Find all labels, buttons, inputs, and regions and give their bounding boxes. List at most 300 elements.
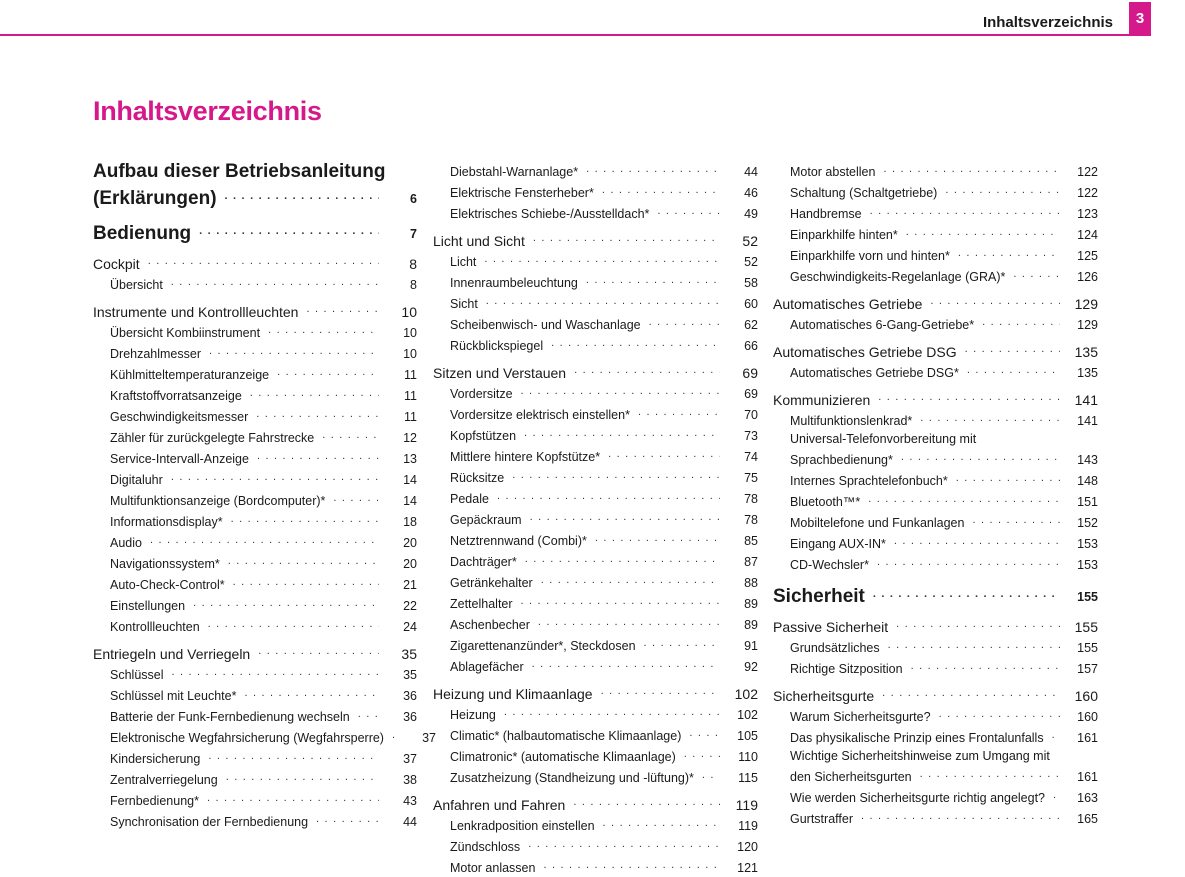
toc-entry-title: Geschwindigkeitsmesser <box>110 410 249 424</box>
toc-page-number: 43 <box>403 794 417 808</box>
toc-entry-title: Übersicht Kombiinstrument <box>110 326 261 340</box>
toc-page-number: 141 <box>1074 392 1098 408</box>
toc-entry-title: Synchronisation der Fernbedienung <box>110 815 309 829</box>
dot-leader <box>148 252 379 270</box>
dot-leader <box>586 271 720 289</box>
toc-entry-title: Sicherheit <box>773 586 865 607</box>
dot-leader <box>268 321 379 339</box>
dot-leader <box>638 403 720 421</box>
toc-entry <box>433 445 758 466</box>
toc-page-number: 129 <box>1077 318 1098 332</box>
dot-leader <box>208 615 379 633</box>
toc-entry <box>773 532 1098 553</box>
toc-page-number: 91 <box>744 639 758 653</box>
toc-entry <box>433 487 758 508</box>
toc-section <box>773 340 1098 361</box>
toc-page-number: 70 <box>744 408 758 422</box>
toc-entry-title: Innenraumbeleuchtung <box>450 276 578 290</box>
toc-entry-title: Multifunktionslenkrad* <box>790 414 913 428</box>
toc-entry <box>433 403 758 424</box>
dot-leader <box>207 789 379 807</box>
toc-page-number: 20 <box>403 557 417 571</box>
toc-page-number: 60 <box>744 297 758 311</box>
toc-page-number: 74 <box>744 450 758 464</box>
toc-entry-title: Ablagefächer <box>450 660 524 674</box>
dot-leader <box>888 636 1060 654</box>
dot-leader <box>649 313 720 331</box>
toc-entry-title: Automatisches Getriebe DSG* <box>790 366 959 380</box>
toc-page-number: 22 <box>403 599 417 613</box>
toc-entry <box>433 466 758 487</box>
toc-page-number: 52 <box>742 233 758 249</box>
toc-entry-title: Kommunizieren <box>773 392 871 408</box>
header-rule <box>0 34 1151 36</box>
dot-leader <box>171 273 379 291</box>
toc-entry <box>433 724 758 745</box>
toc-entry-title: Kopfstützen <box>450 429 517 443</box>
toc-entry-title: Navigationssystem* <box>110 557 220 571</box>
toc-page-number: 122 <box>1077 165 1098 179</box>
dot-leader <box>972 511 1060 529</box>
toc-page-number: 35 <box>401 646 417 662</box>
dot-leader <box>574 361 720 379</box>
toc-page-number: 92 <box>744 660 758 674</box>
toc-chapter <box>93 160 417 184</box>
toc-page-number: 122 <box>1077 186 1098 200</box>
toc-entry-title: Passive Sicherheit <box>773 619 889 635</box>
toc-entry-title: den Sicherheitsgurten <box>790 770 912 784</box>
toc-entry <box>773 469 1098 490</box>
dot-leader <box>877 553 1060 571</box>
toc-page-number: 141 <box>1077 414 1098 428</box>
toc-entry-title: Zentralverriegelung <box>110 773 218 787</box>
dot-leader <box>595 529 720 547</box>
toc-entry-title: Sitzen und Verstauen <box>433 365 567 381</box>
dot-leader <box>911 657 1060 675</box>
toc-entry <box>773 244 1098 265</box>
toc-page-number: 58 <box>744 276 758 290</box>
dot-leader <box>602 181 720 199</box>
dot-leader <box>878 388 1060 406</box>
toc-page-number: 73 <box>744 429 758 443</box>
toc-entry <box>773 313 1098 334</box>
toc-entry-title: Audio <box>110 536 142 550</box>
toc-entry-title: Sicht <box>450 297 478 311</box>
toc-entry <box>93 810 417 831</box>
toc-entry-title: Motor abstellen <box>790 165 876 179</box>
toc-entry-title: Automatisches 6-Gang-Getriebe* <box>790 318 975 332</box>
toc-page-number: 35 <box>403 668 417 682</box>
toc-entry <box>433 529 758 550</box>
toc-entry <box>773 160 1098 181</box>
toc-entry-title: Sicherheitsgurte <box>773 688 875 704</box>
toc-entry-title: Zettelhalter <box>450 597 513 611</box>
toc-entry <box>773 409 1098 430</box>
toc-page-number: 13 <box>403 452 417 466</box>
toc-entry <box>433 592 758 613</box>
toc-entry-title: Bluetooth™* <box>790 495 861 509</box>
toc-page-number: 152 <box>1077 516 1098 530</box>
toc-entry-title: Gepäckraum <box>450 513 522 527</box>
toc-page-number: 161 <box>1077 770 1098 784</box>
toc-entry <box>433 334 758 355</box>
toc-page-number: 160 <box>1074 688 1098 704</box>
toc-entry-title: Kühlmitteltemperaturanzeige <box>110 368 270 382</box>
toc-page-number: 135 <box>1077 366 1098 380</box>
toc-entry <box>93 552 417 573</box>
toc-entry-title: Das physikalische Prinzip eines Frontalunfalls <box>790 731 1044 745</box>
toc-page-number: 14 <box>403 494 417 508</box>
toc-page-number: 11 <box>404 410 417 424</box>
toc-entry <box>433 613 758 634</box>
toc-entry-title: Digitaluhr <box>110 473 163 487</box>
toc-entry-title: Kraftstoffvorratsanzeige <box>110 389 242 403</box>
toc-page-number: 78 <box>744 492 758 506</box>
toc-page-number: 119 <box>738 819 758 833</box>
dot-leader <box>930 292 1060 310</box>
dot-leader <box>956 469 1060 487</box>
toc-entry <box>93 663 417 684</box>
toc-section <box>93 642 417 663</box>
toc-page-number: 120 <box>737 840 758 854</box>
toc-section <box>773 684 1098 705</box>
toc-page-number: 89 <box>744 597 758 611</box>
dot-leader <box>965 340 1060 358</box>
dot-leader <box>543 856 720 874</box>
toc-page-number: 12 <box>403 431 417 445</box>
toc-entry <box>773 511 1098 532</box>
toc-section <box>773 292 1098 313</box>
toc-entry-title: Einparkhilfe hinten* <box>790 228 898 242</box>
toc-page-number: 102 <box>737 708 758 722</box>
dot-leader <box>896 615 1060 633</box>
dot-leader <box>541 571 720 589</box>
toc-entry-title: Informationsdisplay* <box>110 515 223 529</box>
dot-leader <box>532 655 720 673</box>
toc-section <box>773 388 1098 409</box>
dot-leader <box>250 384 379 402</box>
toc-page-number: 36 <box>403 710 417 724</box>
toc-page-number: 46 <box>744 186 758 200</box>
toc-entry <box>433 814 758 835</box>
dot-leader <box>316 810 379 828</box>
toc-entry-title: Schlüssel mit Leuchte* <box>110 689 237 703</box>
toc-entry-title: Heizung <box>450 708 496 722</box>
toc-entry <box>433 424 758 445</box>
toc-entry <box>773 726 1098 747</box>
toc-entry <box>773 430 1098 448</box>
dot-leader <box>504 703 720 721</box>
toc-page-number: 37 <box>403 752 417 766</box>
dot-leader <box>873 582 1060 606</box>
dot-leader <box>882 684 1060 702</box>
dot-leader <box>1013 265 1060 283</box>
toc-entry <box>93 726 436 747</box>
toc-entry-title: Anfahren und Fahren <box>433 797 566 813</box>
toc-section <box>93 252 417 273</box>
toc-entry-title: Schlüssel <box>110 668 164 682</box>
toc-page-number: 36 <box>403 689 417 703</box>
dot-leader <box>226 768 379 786</box>
dot-leader <box>868 490 1060 508</box>
toc-page-number: 24 <box>403 620 417 634</box>
toc-entry <box>93 273 417 294</box>
toc-section <box>93 300 417 321</box>
toc-entry <box>773 807 1098 828</box>
dot-leader <box>551 334 720 352</box>
toc-page-number: 126 <box>1077 270 1098 284</box>
toc-entry <box>93 342 417 363</box>
toc-entry-title: Scheibenwisch- und Waschanlage <box>450 318 641 332</box>
toc-entry-title: Service-Intervall-Anzeige <box>110 452 249 466</box>
toc-entry-title: Automatisches Getriebe DSG <box>773 344 957 360</box>
toc-page-number: 155 <box>1077 641 1098 655</box>
dot-leader <box>225 184 379 208</box>
toc-entry-title: Pedale <box>450 492 489 506</box>
toc-page-number: 69 <box>742 365 758 381</box>
toc-entry <box>773 747 1098 765</box>
dot-leader <box>920 765 1060 783</box>
toc-entry-title: Universal-Telefonvorbereitung mit <box>790 432 977 446</box>
dot-leader <box>967 361 1060 379</box>
dot-leader <box>333 489 379 507</box>
dot-leader <box>231 510 379 528</box>
toc-page-number: 75 <box>744 471 758 485</box>
toc-entry <box>433 856 758 877</box>
toc-entry-title: Eingang AUX-IN* <box>790 537 886 551</box>
toc-entry-title: Richtige Sitzposition <box>790 662 903 676</box>
toc-page-number: 20 <box>403 536 417 550</box>
toc-entry <box>433 745 758 766</box>
dot-leader <box>172 663 380 681</box>
dot-leader <box>209 342 379 360</box>
dot-leader <box>512 466 720 484</box>
toc-entry-title: Climatronic* (automatische Klimaanlage) <box>450 750 676 764</box>
toc-page-number: 21 <box>403 578 417 592</box>
toc-entry <box>93 321 417 342</box>
toc-entry <box>93 468 417 489</box>
dot-leader <box>392 726 398 744</box>
toc-page-number: 157 <box>1077 662 1098 676</box>
toc-entry-title: Kindersicherung <box>110 752 201 766</box>
toc-page-number: 85 <box>744 534 758 548</box>
toc-entry-title: Aschenbecher <box>450 618 530 632</box>
toc-page-number: 155 <box>1077 590 1098 604</box>
toc-entry <box>433 835 758 856</box>
page-title: Inhaltsverzeichnis <box>93 96 322 126</box>
toc-page-number: 124 <box>1077 228 1098 242</box>
toc-entry-title: Wie werden Sicherheitsgurte richtig angelegt? <box>790 791 1045 805</box>
toc-entry <box>773 636 1098 657</box>
dot-leader <box>603 814 720 832</box>
toc-entry-title: Elektrische Fensterheber* <box>450 186 594 200</box>
toc-page-number: 38 <box>403 773 417 787</box>
toc-entry-title: Warum Sicherheitsgurte? <box>790 710 931 724</box>
toc-entry <box>93 615 417 636</box>
toc-page-number: 18 <box>403 515 417 529</box>
toc-page-number: 87 <box>744 555 758 569</box>
toc-entry-title: Einstellungen <box>110 599 186 613</box>
toc-entry <box>93 447 417 468</box>
dot-leader <box>958 244 1060 262</box>
toc-entry-title: Rücksitze <box>450 471 505 485</box>
toc-column-3 <box>773 160 1098 828</box>
toc-entry-title: Getränkehalter <box>450 576 533 590</box>
toc-page-number: 121 <box>737 861 758 875</box>
toc-page-number: 78 <box>744 513 758 527</box>
dot-leader <box>901 448 1060 466</box>
toc-page-number: 119 <box>735 797 758 813</box>
toc-entry <box>433 766 758 787</box>
toc-entry <box>93 489 417 510</box>
toc-entry-title: Dachträger* <box>450 555 517 569</box>
dot-leader <box>1052 726 1060 744</box>
toc-entry-title: Cockpit <box>93 256 140 272</box>
toc-entry-title: Bedienung <box>93 223 192 244</box>
dot-leader <box>982 313 1060 331</box>
toc-entry <box>433 271 758 292</box>
toc-entry <box>93 510 417 531</box>
dot-leader <box>525 550 720 568</box>
toc-entry-title: Zähler für zurückgelegte Fahrstrecke <box>110 431 315 445</box>
toc-entry <box>773 181 1098 202</box>
toc-entry <box>433 634 758 655</box>
toc-chapter <box>93 184 417 211</box>
dot-leader <box>524 424 720 442</box>
toc-entry <box>93 405 417 426</box>
toc-entry <box>433 181 758 202</box>
toc-entry <box>93 384 417 405</box>
toc-entry-title: Multifunktionsanzeige (Bordcomputer)* <box>110 494 326 508</box>
dot-leader <box>322 426 379 444</box>
toc-page-number: 11 <box>404 389 417 403</box>
dot-leader <box>306 300 379 318</box>
toc-entry <box>93 747 417 768</box>
dot-leader <box>883 160 1060 178</box>
toc-entry <box>773 553 1098 574</box>
dot-leader <box>244 684 379 702</box>
dot-leader <box>601 682 720 700</box>
toc-entry-title: Rückblickspiegel <box>450 339 544 353</box>
toc-entry <box>773 265 1098 286</box>
toc-entry <box>773 448 1098 469</box>
toc-entry <box>773 765 1098 786</box>
toc-page-number: 11 <box>404 368 417 382</box>
dot-leader <box>199 219 379 243</box>
toc-entry-title: Automatisches Getriebe <box>773 296 923 312</box>
toc-entry-title: Motor anlassen <box>450 861 536 875</box>
toc-entry <box>773 361 1098 382</box>
toc-entry-title: Fernbedienung* <box>110 794 199 808</box>
toc-entry-title: Licht und Sicht <box>433 233 525 249</box>
toc-entry-title: Sprachbedienung* <box>790 453 893 467</box>
dot-leader <box>521 592 720 610</box>
toc-page-number: 151 <box>1077 495 1098 509</box>
toc-entry-title: Diebstahl-Warnanlage* <box>450 165 579 179</box>
toc-section <box>433 682 758 703</box>
toc-entry <box>773 490 1098 511</box>
toc-page-number: 10 <box>403 347 417 361</box>
toc-page-number: 69 <box>744 387 758 401</box>
toc-entry <box>93 426 417 447</box>
dot-leader <box>208 747 379 765</box>
dot-leader <box>484 250 720 268</box>
toc-entry <box>93 531 417 552</box>
toc-page-number: 89 <box>744 618 758 632</box>
toc-entry-title: Gurtstraffer <box>790 812 853 826</box>
toc-page-number: 123 <box>1077 207 1098 221</box>
toc-page-number: 7 <box>410 227 417 241</box>
toc-page-number: 44 <box>403 815 417 829</box>
toc-entry-title: Wichtige Sicherheitshinweise zum Umgang mit <box>790 749 1050 763</box>
dot-leader <box>497 487 720 505</box>
toc-entry <box>433 571 758 592</box>
toc-entry <box>93 573 417 594</box>
page-number-badge: 3 <box>1129 2 1151 34</box>
toc-entry <box>433 250 758 271</box>
toc-entry <box>433 313 758 334</box>
toc-entry <box>93 768 417 789</box>
toc-page-number: 52 <box>744 255 758 269</box>
toc-entry <box>93 363 417 384</box>
toc-entry-title: Handbremse <box>790 207 862 221</box>
dot-leader <box>233 573 379 591</box>
toc-page-number: 163 <box>1077 791 1098 805</box>
dot-leader <box>894 532 1060 550</box>
toc-entry-title: Einparkhilfe vorn und hinten* <box>790 249 950 263</box>
toc-entry <box>773 223 1098 244</box>
toc-entry-title: Mittlere hintere Kopfstütze* <box>450 450 601 464</box>
toc-entry <box>433 703 758 724</box>
toc-page-number: 153 <box>1077 537 1098 551</box>
dot-leader <box>689 724 720 742</box>
toc-page-number: 110 <box>738 750 758 764</box>
toc-entry <box>433 508 758 529</box>
toc-entry-title: Heizung und Klimaanlage <box>433 686 593 702</box>
toc-page-number: 148 <box>1077 474 1098 488</box>
toc-entry-title: Elektronische Wegfahrsicherung (Wegfahrsperre) <box>110 731 384 745</box>
toc-page-number: 49 <box>744 207 758 221</box>
toc-entry <box>773 202 1098 223</box>
toc-page-number: 135 <box>1074 344 1098 360</box>
dot-leader <box>644 634 720 652</box>
dot-leader <box>521 382 720 400</box>
toc-entry-title: Aufbau dieser Betriebsanleitung <box>93 161 386 182</box>
dot-leader <box>861 807 1060 825</box>
toc-section <box>773 615 1098 636</box>
toc-page-number: 129 <box>1074 296 1098 312</box>
toc-entry-title: Auto-Check-Control* <box>110 578 225 592</box>
toc-entry-title: Entriegeln und Verriegeln <box>93 646 251 662</box>
toc-entry <box>773 786 1098 807</box>
toc-entry <box>433 292 758 313</box>
dot-leader <box>1053 786 1060 804</box>
toc-page-number: 14 <box>403 473 417 487</box>
toc-page-number: 160 <box>1077 710 1098 724</box>
toc-entry-title: Batterie der Funk-Fernbedienung wechseln <box>110 710 350 724</box>
toc-page-number: 143 <box>1077 453 1098 467</box>
dot-leader <box>573 793 720 811</box>
toc-chapter <box>93 219 417 246</box>
toc-entry-title: Instrumente und Kontrollleuchten <box>93 304 299 320</box>
toc-entry <box>433 655 758 676</box>
toc-entry-title: Vordersitze <box>450 387 513 401</box>
toc-page-number: 8 <box>409 256 417 272</box>
toc-entry-title: Drehzahlmesser <box>110 347 202 361</box>
toc-entry <box>773 705 1098 726</box>
dot-leader <box>906 223 1060 241</box>
toc-entry-title: Zigarettenanzünder*, Steckdosen <box>450 639 636 653</box>
